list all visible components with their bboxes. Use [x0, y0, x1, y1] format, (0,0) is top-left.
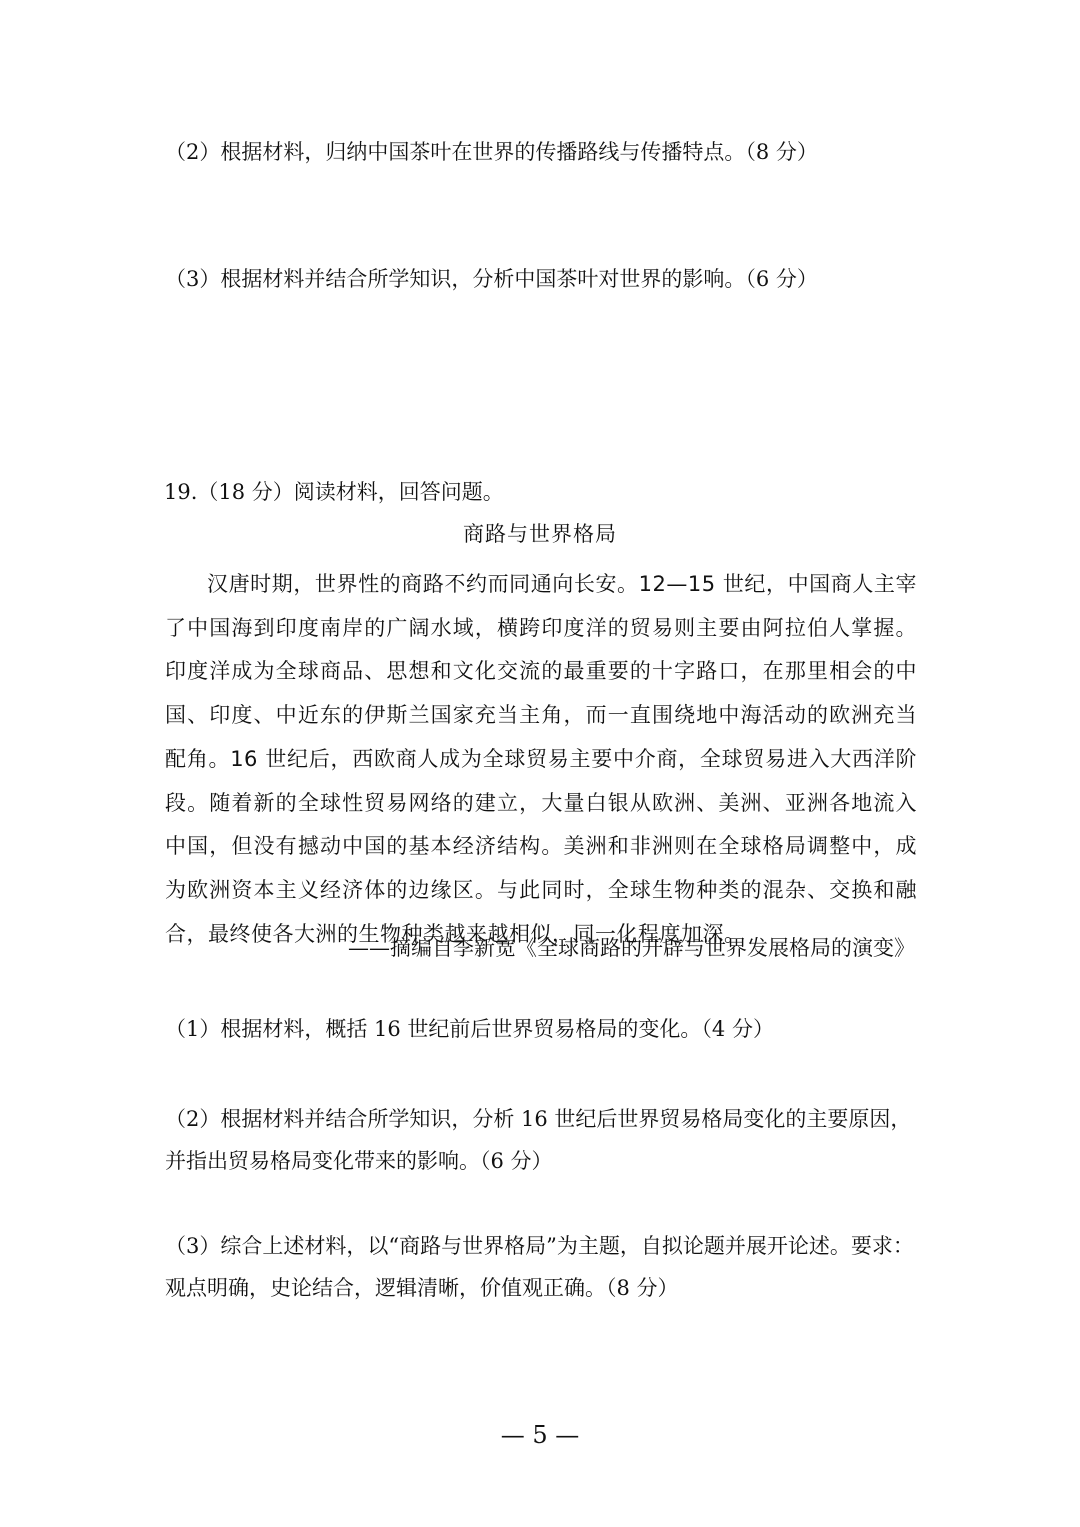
- question-18-part-2: （2）根据材料，归纳中国茶叶在世界的传播路线与传播特点。（8 分）: [165, 140, 818, 164]
- question-18-part-3: （3）根据材料并结合所学知识，分析中国茶叶对世界的影响。（6 分）: [165, 267, 818, 291]
- question-19-part-1: （1）根据材料，概括 16 世纪前后世界贸易格局的变化。（4 分）: [165, 1017, 774, 1041]
- material-text: 汉唐时期，世界性的商路不约而同通向长安。12—15 世纪，中国商人主宰了中国海到印度南岸的广阔水域，横跨印度洋的贸易则主要由阿拉伯人掌握。印度洋成为全球商品、思想和文化交流的最重要的十字路口，在那里相会的中国、印度、中近东的伊斯兰国家充当主角，而一直围绕地中海活动的欧洲充当配角。16 世纪后，西欧商人成为全球贸易主要中介商，全球贸易进入大西洋阶段。随着新的全球性贸易网络的建立，大量白银从欧洲、美洲、亚洲各地流入中国，但没有撼动中国的基本经济结构。美洲和非洲则在全球格局调整中，成为欧洲资本主义经济体的边缘区。与此同时，全球生物种类的混杂、交换和融合，最终使各大洲的生物种类越来越相似，同一化程度加深。: [165, 572, 917, 946]
- question-19-heading: 19.（18 分）阅读材料，回答问题。: [164, 480, 504, 504]
- question-19-part-3: （3）综合上述材料，以“商路与世界格局”为主题，自拟论题并展开论述。要求：观点明确，史论结合，逻辑清晰，价值观正确。（8 分）: [165, 1234, 914, 1300]
- question-19-part-2: （2）根据材料并结合所学知识，分析 16 世纪后世界贸易格局变化的主要原因，并指出贸易格局变化带来的影响。（6 分）: [165, 1107, 912, 1173]
- page-number: — 5 —: [500, 1421, 580, 1449]
- material-title: 商路与世界格局: [463, 522, 617, 546]
- material-source: ——摘编自李新宽《全球商路的开辟与世界发展格局的演变》: [348, 936, 915, 960]
